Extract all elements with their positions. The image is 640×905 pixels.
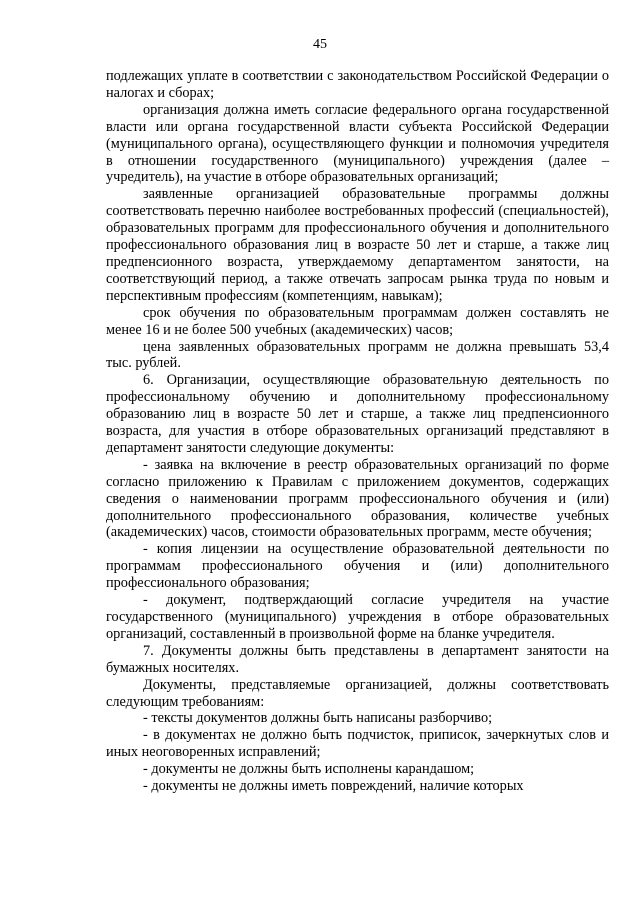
paragraph-continuation: подлежащих уплате в соответствии с законодательством Российской Федерации о налогах и сборах; [106,68,609,101]
paragraph-founder-consent: организация должна иметь согласие федерального органа государственной власти или органа государственной власти субъекта Российской Федерации (муниципального органа), осуществляющего функции и полномочия учредителя в отношении государственного (муниципального) учреждения (далее – учредитель), на участие в отборе образовательных организаций; [106,101,609,186]
list-item-no-damage: - документы не должны иметь повреждений, наличие которых [143,778,524,795]
list-item-consent-document: - документ, подтверждающий согласие учредителя на участие государственного (муниципального) учреждения в отборе образовательных организаций, составленный в произвольной форме на бланке учредителя. [106,592,609,642]
list-item-no-erasures: - в документах не должно быть подчисток, приписок, зачеркнутых слов и иных неоговоренных исправлений; [106,727,609,761]
paragraph-programs-list: заявленные организацией образовательные программы должны соответствовать перечню наиболее востребованных профессий (специальностей), образовательных программ для профессионального обучения и дополнительного профессионального образования лиц в возрасте 50 лет и старше, а также лиц предпенсионного возраста, утверждаемому департаментом занятости, на соответствующий период, а также отвечать запросам рынка труда по новым и перспективным профессиям (компетенциям, навыкам); [106,186,609,304]
list-item-application: - заявка на включение в реестр образовательных организаций по форме согласно приложению к Правилам с приложением документов, содержащих сведения о наименовании программ профессионального обучения и (или) дополнительного профессионального образования, количестве учебных (академических) часов, стоимости образовательных программ, месте обучения; [106,456,609,541]
paragraph-section-6: 6. Организации, осуществляющие образовательную деятельность по профессиональному обучению и дополнительному профессиональному образованию лиц в возрасте 50 лет и старше, а также лиц предпенсионного возраста, для участия в отборе образовательных организаций представляют в департамент занятости следующие документы: [106,372,609,456]
paragraph-price: цена заявленных образовательных программ не должна превышать 53,4 тыс. рублей. [106,338,609,372]
list-item-license-copy: - копия лицензии на осуществление образовательной деятельности по программам профессионального обучения и (или) дополнительного профессионального образования; [106,541,609,592]
paragraph-section-7: 7. Документы должны быть представлены в департамент занятости на бумажных носителях. [106,642,609,676]
page-number: 45 [313,37,327,52]
paragraph-duration: срок обучения по образовательным программам должен составлять не менее 16 и не более 500 учебных (академических) часов; [106,304,609,338]
list-item-no-pencil: - документы не должны быть исполнены карандашом; [143,761,475,778]
list-item-legible: - тексты документов должны быть написаны разборчиво; [143,710,493,727]
paragraph-requirements-intro: Документы, представляемые организацией, должны соответствовать следующим требованиям: [106,676,609,710]
document-body [106,68,609,795]
